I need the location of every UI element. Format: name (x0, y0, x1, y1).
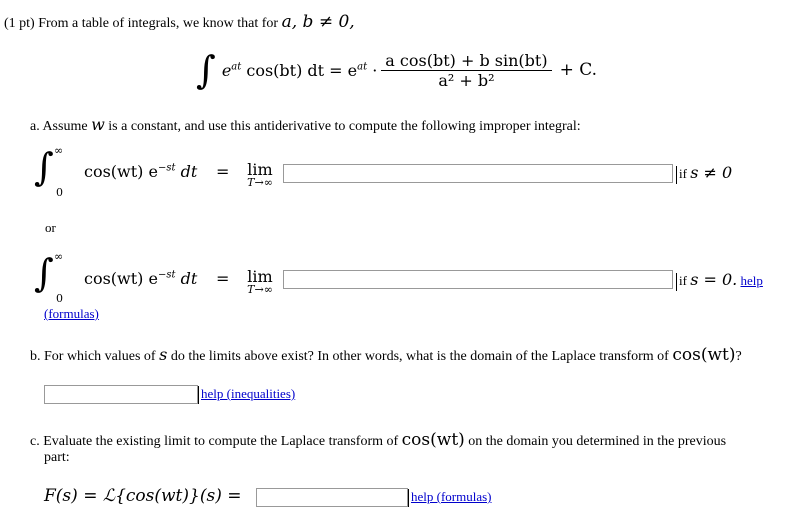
upper-limit: ∞ (54, 250, 64, 263)
formulas-help-link[interactable]: (formulas) (44, 306, 99, 321)
integral-sign: ∫ (196, 48, 216, 92)
formula-fraction (381, 51, 551, 90)
equals-sign-2: = (216, 269, 230, 288)
help-link[interactable]: help (740, 273, 763, 288)
formulas-help-link-c[interactable]: help (formulas) (411, 489, 492, 505)
laplace-answer-input[interactable] (256, 488, 408, 507)
limit-answer-input-2[interactable] (283, 270, 673, 289)
integral-sign: ∫ (34, 145, 54, 189)
inequalities-help-link[interactable]: help (inequalities) (201, 386, 296, 402)
upper-limit: ∞ (54, 144, 64, 157)
fraction-numerator: a cos(bt) + b sin(bt) (381, 51, 551, 71)
integrand-2: cos(wt) $e^{-st}$ dt (84, 269, 198, 288)
part-c-statement-line1: c. Evaluate the existing limit to compute the Laplace transform of cos(wt) on the domain you determined in the previous (30, 430, 727, 450)
intro-text: (1 pt) From a table of integrals, we know that for (4, 16, 282, 31)
part-b-statement: b. For which values of s do the limits above exist? In other words, what is the domain of the Laplace transform of cos(wt)? (30, 345, 742, 365)
limit-1: lim T→∞ (247, 160, 273, 189)
condition-2: if s = 0. help (676, 270, 763, 291)
intro-condition: a, b ≠ 0, (281, 12, 355, 32)
part-b-help (198, 386, 295, 404)
antiderivative-formula: ∫ $e^{at}$ cos(bt) dt = $e^{at}$ · $\frac{\text{a cos(bt) + b sin(bt)}}{\text{a² + b²}}$ + C. (196, 48, 598, 92)
part-c-help (408, 489, 492, 507)
intro-line (4, 12, 355, 32)
part-c-statement-line2: part: (44, 450, 70, 465)
condition-1: if s ≠ 0 (676, 163, 732, 184)
formula-tail: + C. (559, 60, 598, 80)
limit-2: lim T→∞ (247, 267, 273, 296)
or-label: or (45, 220, 56, 235)
integrand-1: cos(wt) $e^{-st}$ dt (84, 162, 198, 181)
integral-sign: ∫ (34, 251, 54, 295)
lower-limit: 0 (56, 292, 63, 305)
domain-answer-input[interactable] (44, 385, 198, 404)
limit-answer-input-1[interactable] (283, 164, 673, 183)
lower-limit: 0 (56, 186, 63, 199)
laplace-transform-label: F(s) = ℒ{cos(wt)}(s) = (44, 486, 242, 506)
part-a-statement: a. Assume w is a constant, and use this antiderivative to compute the following improper integral: (30, 115, 581, 134)
equals-sign-1: = (216, 162, 230, 181)
fraction-denominator: a² + b² (438, 70, 495, 90)
